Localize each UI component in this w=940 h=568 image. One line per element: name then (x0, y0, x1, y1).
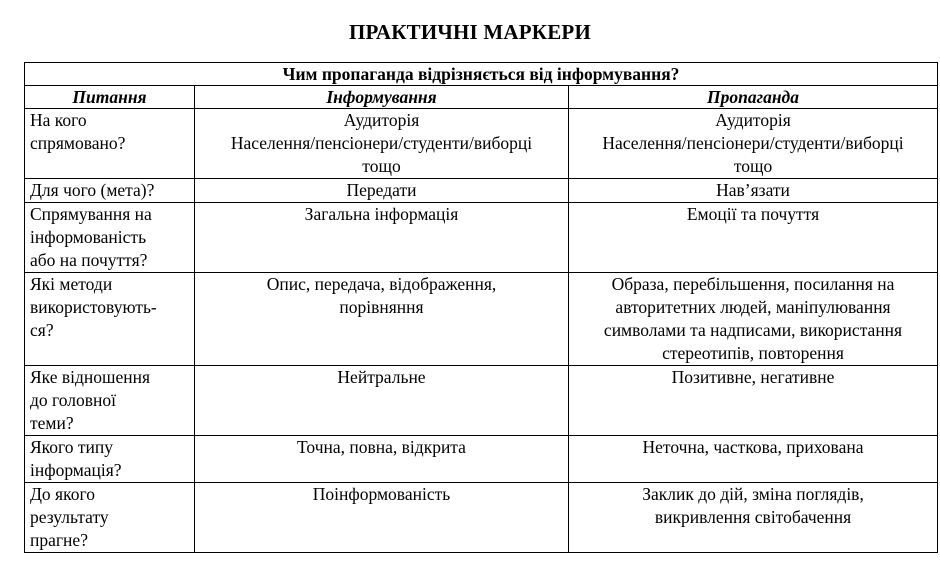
informing-cell (195, 366, 569, 436)
informing-cell (195, 483, 569, 553)
table-caption-row (25, 63, 938, 86)
cell-line: стереотипів, повторення (662, 343, 844, 363)
cell-line: використовують- (30, 297, 157, 317)
cell-line: Заклик до дій, зміна поглядів, (642, 484, 864, 504)
cell-line: Аудиторія (343, 110, 420, 130)
cell-line: інформованість (30, 227, 147, 247)
table-header-row (25, 86, 938, 109)
cell-line: Нав’язати (716, 180, 790, 200)
cell-line: Яке відношення (30, 367, 151, 387)
propaganda-cell (569, 179, 938, 203)
cell-line: На кого (30, 110, 87, 130)
cell-line: Населення/пенсіонери/студенти/виборці (602, 133, 904, 153)
cell-line: До якого (30, 484, 95, 504)
cell-line: Для чого (мета)? (30, 180, 155, 200)
header-propaganda: Пропаганда (569, 86, 938, 109)
cell-line: авторитетних людей, маніпулювання (615, 297, 891, 317)
table-row (25, 203, 938, 273)
cell-line: викривлення світобачення (654, 507, 852, 527)
informing-cell (195, 109, 569, 179)
table-row (25, 179, 938, 203)
cell-line: Якого типу (30, 437, 114, 457)
table-row (25, 483, 938, 553)
cell-line: Які методи (30, 274, 113, 294)
table-row (25, 109, 938, 179)
propaganda-cell (569, 273, 938, 366)
cell-line: Неточна, часткова, прихована (642, 437, 864, 457)
page-title: ПРАКТИЧНІ МАРКЕРИ (349, 20, 591, 44)
cell-line: Образа, перебільшення, посилання на (611, 274, 895, 294)
table-row (25, 436, 938, 483)
question-cell (25, 436, 195, 483)
cell-line: порівняння (339, 297, 424, 317)
cell-line: Точна, повна, відкрита (297, 437, 466, 457)
propaganda-cell (569, 483, 938, 553)
table-row (25, 273, 938, 366)
question-cell (25, 273, 195, 366)
cell-line: ся? (30, 320, 54, 340)
cell-line: Передати (346, 180, 417, 200)
cell-line: Поінформованість (312, 484, 451, 504)
cell-line: або на почуття? (30, 250, 148, 270)
table-caption: Чим пропаганда відрізняється від інформування? (25, 63, 938, 86)
informing-cell (195, 179, 569, 203)
propaganda-cell (569, 436, 938, 483)
cell-line: Аудиторія (715, 110, 791, 130)
cell-line: символами та надписами, використання (603, 320, 903, 340)
header-informing: Інформування (195, 86, 569, 109)
cell-line: Емоції та почуття (686, 204, 820, 224)
informing-cell (195, 436, 569, 483)
cell-line: інформація? (30, 460, 122, 480)
question-cell (25, 109, 195, 179)
cell-line: тощо (733, 156, 773, 176)
cell-line: тощо (362, 156, 401, 176)
propaganda-cell (569, 109, 938, 179)
header-question: Питання (25, 86, 195, 109)
cell-line: до головної (30, 390, 117, 410)
cell-line: результату (30, 507, 109, 527)
question-cell (25, 179, 195, 203)
cell-line: Спрямування на (30, 204, 152, 224)
cell-line: спрямовано? (30, 133, 126, 153)
cell-line: теми? (30, 413, 74, 433)
table-row (25, 366, 938, 436)
markers-table (24, 62, 938, 553)
cell-line: Опис, передача, відображення, (266, 274, 497, 294)
question-cell (25, 483, 195, 553)
cell-line: Позитивне, негативне (671, 367, 835, 387)
cell-line: прагне? (30, 530, 88, 550)
question-cell (25, 203, 195, 273)
propaganda-cell (569, 366, 938, 436)
propaganda-cell (569, 203, 938, 273)
informing-cell (195, 203, 569, 273)
question-cell (25, 366, 195, 436)
informing-cell (195, 273, 569, 366)
cell-line: Загальна інформація (304, 204, 459, 224)
cell-line: Нейтральне (337, 367, 426, 387)
cell-line: Населення/пенсіонери/студенти/виборці (230, 133, 533, 153)
